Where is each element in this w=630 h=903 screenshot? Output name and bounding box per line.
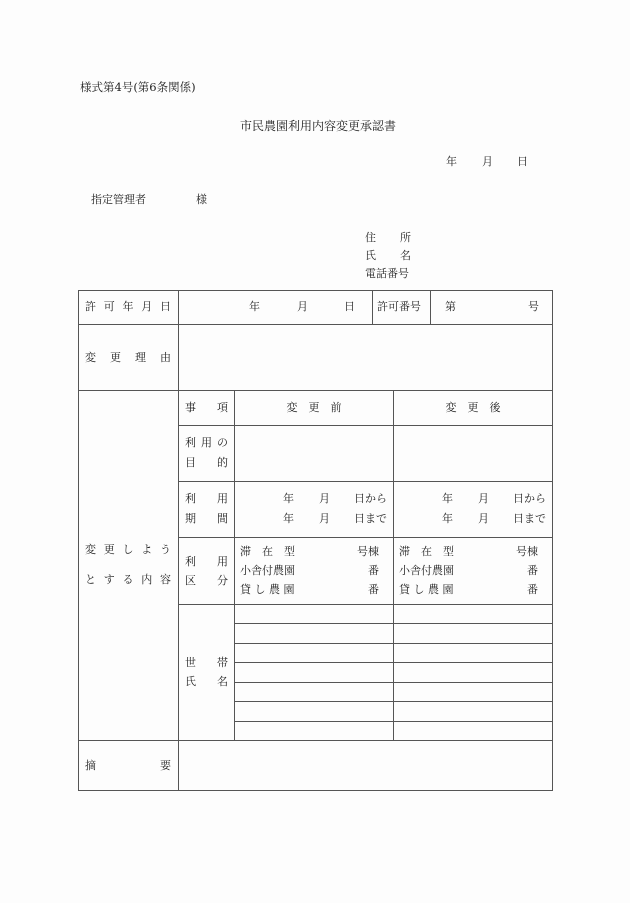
date-year: 年 [446,155,457,168]
household-after-field[interactable] [394,605,552,740]
col-before-header: 変 更 前 [286,401,342,414]
household-label-line1: 世 帯 [185,656,228,669]
date-month: 月 [482,155,493,168]
reason-field[interactable] [179,325,552,390]
address-label: 住 所 [365,231,411,244]
household-label-line2: 氏 名 [185,675,228,688]
reason-label: 変 更 理 由 [85,351,171,364]
col-item-header: 事 項 [185,401,228,414]
col-after-header: 変 更 後 [445,401,501,414]
form-number: 様式第4号(第6条関係) [80,80,196,94]
remarks-field[interactable] [179,741,552,790]
household-before-field[interactable] [235,605,393,740]
remarks-label: 摘 要 [85,759,171,772]
permit-number-suffix: 号 [528,300,539,313]
phone-label: 電話番号 [365,267,409,280]
recipient-suffix: 様 [196,193,207,206]
period-label-line1: 利 用 [185,492,228,505]
category-label-line2: 区 分 [185,574,228,587]
change-section-label-line2: と す る 内 容 [85,573,171,586]
permit-date-day[interactable]: 日 [344,300,355,313]
permit-date-year[interactable]: 年 [249,300,260,313]
permit-date-month[interactable]: 月 [297,300,308,313]
page-title: 市民農園利用内容変更承認書 [240,119,397,133]
name-label: 氏 名 [365,249,411,262]
permit-number-label: 許可番号 [377,300,421,313]
change-section-label-line1: 変 更 し よ う [85,543,171,556]
purpose-label-line2: 目 的 [185,456,228,469]
permit-number-prefix: 第 [445,300,456,313]
recipient-label: 指定管理者 [91,193,146,206]
purpose-before-field[interactable] [235,426,393,481]
permit-date-label: 許 可 年 月 日 [85,300,171,313]
category-label-line1: 利 用 [185,555,228,568]
date-day: 日 [517,155,528,168]
period-label-line2: 期 間 [185,512,228,525]
purpose-after-field[interactable] [394,426,552,481]
purpose-label-line1: 利 用 の [185,436,228,449]
